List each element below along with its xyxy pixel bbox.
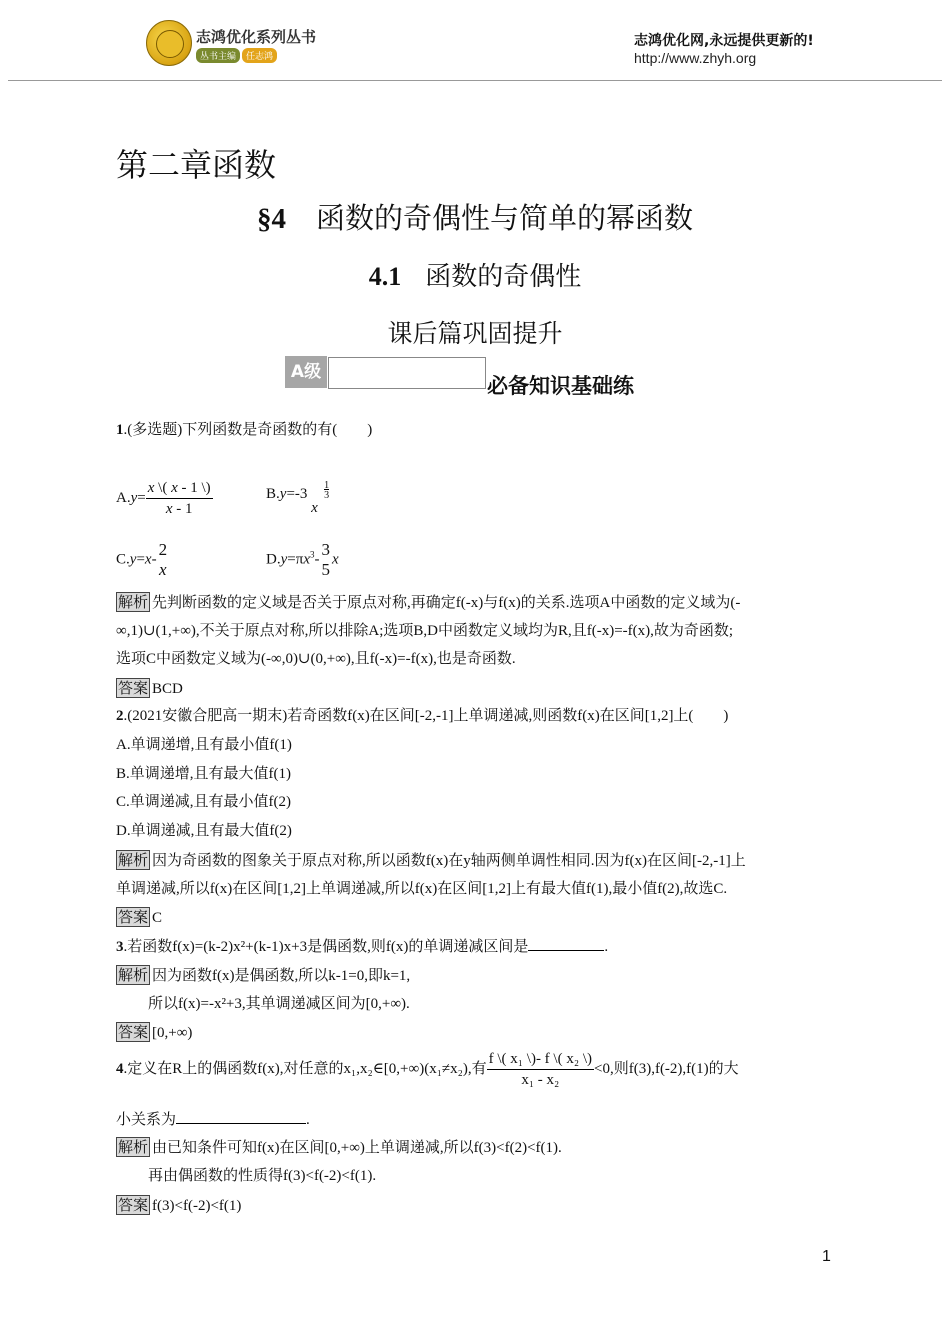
level-badge: A级 [285,356,327,388]
series-editor: 丛书主编 任志鸿 [196,48,277,63]
q3-answer: 答案 [0,+∞) [118,1023,193,1041]
answer-tag: 答案 [118,679,149,697]
q2-option-c: C.单调递减,且有最小值f(2) [116,794,291,810]
q2-option-b: B.单调递增,且有最大值f(1) [116,766,291,782]
answer-tag: 答案 [118,1023,149,1041]
q2-option-a: A.单调递增,且有最小值f(1) [116,737,292,753]
q1-option-c: C.y=x- 2 x [116,540,168,579]
level-blank-box [328,357,486,389]
q2-analysis: 解析 因为奇函数的图象关于原点对称,所以函数f(x)在y轴两侧单调性相同.因为f(x)在区间[-2,-1]上 [118,851,746,869]
answer-tag: 答案 [118,908,149,926]
series-title: 志鸿优化系列丛书 [196,28,317,46]
q2-stem: 2.(2021安徽合肥高一期末)若奇函数f(x)在区间[-2,-1]上单调递减,则函数f(x)在区间[1,2]上( ) [116,708,729,724]
section-title: §4 函数的奇偶性与简单的幂函数 [256,201,693,235]
level-title: 必备知识基础练 [487,374,634,398]
analysis-tag: 解析 [118,1138,149,1156]
q4-stem: 4.定义在R上的偶函数f(x),对任意的x₁,x₂∈[0,+∞)(x₁≠x₂),有 $\frac{\text{f \textbackslash{}( x₁ \textbackslash{})- f \textbackslash{}( x₂ \textbackslash{})}}{\text{x₁ - x₂}}$ <0,则f(3),f(-2),f(1)的大 [116,1051,739,1088]
q3-analysis-line2: 所以f(x)=-x²+3,其单调递减区间为[0,+∞). [148,996,410,1012]
q3-analysis: 解析 因为函数f(x)是偶函数,所以k-1=0,即k=1, [118,966,411,984]
series-logo [146,20,192,66]
q3-answer-blank [528,936,604,951]
q3-stem: 3.若函数f(x)=(k-2)x²+(k-1)x+3是偶函数,则f(x)的单调递减区间是 . [116,936,608,957]
q1-option-a: A.y= $\frac{x \backslash( x - 1 \backslash)}{x - 1}$ [116,480,211,517]
q1-analysis: 解析 先判断函数的定义域是否关于原点对称,再确定f(-x)与f(x)的关系.选项A中函数的定义域为(- [118,593,741,611]
q1-stem: 1.(多选题)下列函数是奇函数的有( ) [116,422,373,438]
analysis-tag: 解析 [118,593,149,611]
answer-tag: 答案 [118,1196,149,1214]
subsection-title: 4.1 函数的奇偶性 [368,262,582,292]
analysis-tag: 解析 [118,966,149,984]
analysis-tag: 解析 [118,851,149,869]
q4-stem-line2: 小关系为 . [116,1109,310,1130]
q1-analysis-line2: ∞,1)∪(1,+∞),不关于原点对称,所以排除A;选项B,D中函数定义域均为R,且f(-x)=-f(x),故为奇函数; [116,623,734,639]
chapter-title: 第二章函数 [116,146,277,184]
q4-answer-blank [176,1109,306,1124]
q1-analysis-line3: 选项C中函数定义域为(-∞,0)∪(0,+∞),且f(-x)=-f(x),也是奇函数. [116,651,516,667]
header-slogan: 志鸿优化网,永远提供更新的! [634,33,814,49]
header-divider [8,80,942,81]
q1-option-b: B.y=-3 x 1 3 [266,480,330,516]
practice-heading: 课后篇巩固提升 [387,319,563,348]
q2-analysis-line2: 单调递减,所以f(x)在区间[1,2]上单调递减,所以f(x)在区间[1,2]上有最大值f(1),最小值f(2),故选C. [116,881,728,897]
q2-answer: 答案 C [118,908,163,926]
q2-option-d: D.单调递减,且有最大值f(2) [116,823,292,839]
q4-analysis: 解析 由已知条件可知f(x)在区间[0,+∞)上单调递减,所以f(3)<f(2)<f(1). [118,1138,562,1156]
q4-answer: 答案 f(3)<f(-2)<f(1) [118,1196,242,1214]
q1-answer: 答案 BCD [118,679,183,697]
page-number: 1 [822,1248,831,1265]
q4-analysis-line2: 再由偶函数的性质得f(3)<f(-2)<f(1). [148,1168,377,1184]
header-url[interactable]: http://www.zhyh.org [634,50,757,66]
q1-option-d: $D.y=\pi x^3-$ 3 5 x [266,540,339,579]
